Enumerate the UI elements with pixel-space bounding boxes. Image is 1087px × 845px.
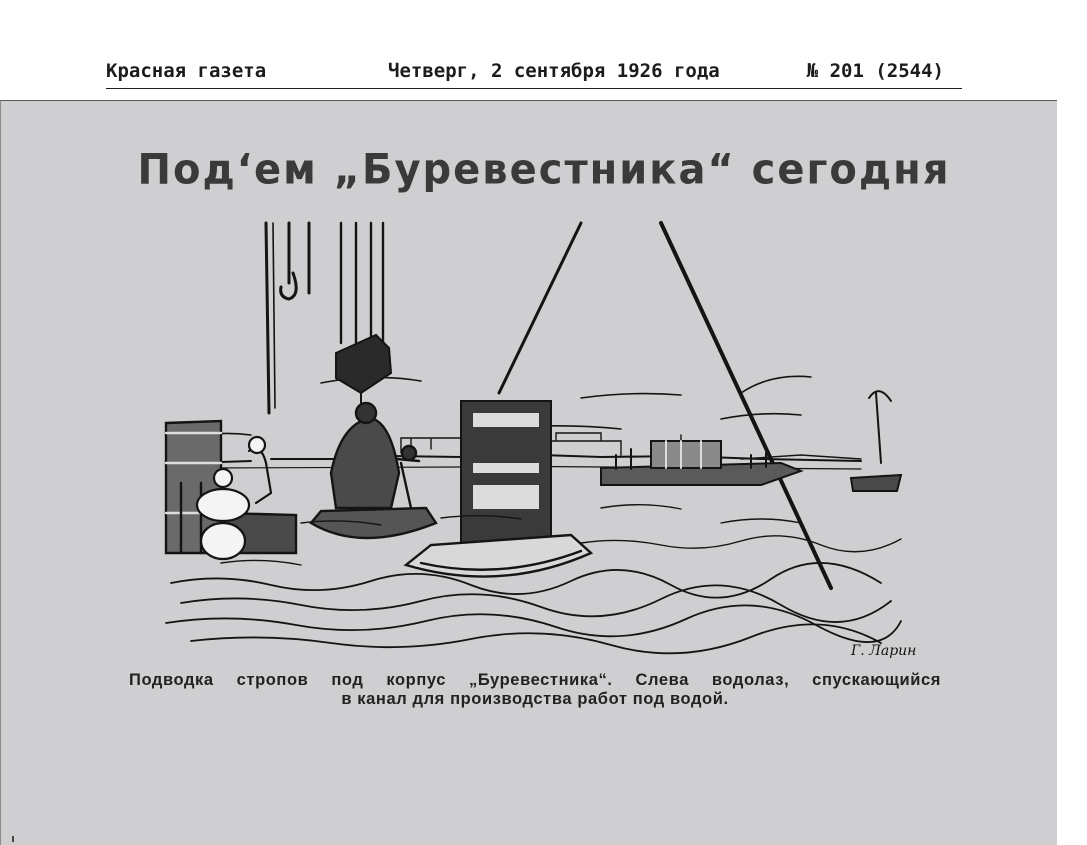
boat-with-workers — [311, 403, 436, 538]
illustration — [161, 223, 917, 663]
caption-line-1: Подводка стропов под корпус „Буревестника“. Слева водолаз, спускающийся — [129, 671, 941, 689]
masthead — [106, 56, 962, 89]
issue-number: № 201 (2544) — [806, 60, 944, 82]
newspaper-name: Красная газета — [106, 60, 267, 82]
barge — [406, 535, 591, 577]
steamboat — [601, 441, 801, 485]
illustration-caption — [129, 671, 941, 709]
newspaper-page — [0, 100, 1057, 845]
page-edge-mark — [12, 836, 14, 842]
headline: Под‘ем „Буревестника“ сегодня — [137, 145, 951, 195]
issue-date: Четверг, 2 сентября 1926 года — [388, 60, 720, 82]
diving-bell — [336, 335, 391, 403]
caisson — [461, 401, 551, 549]
right-rowboat — [851, 391, 901, 491]
illustration-signature: Г. Ларин — [851, 643, 917, 659]
caption-line-2: в канал для производства работ под водой. — [341, 690, 729, 708]
